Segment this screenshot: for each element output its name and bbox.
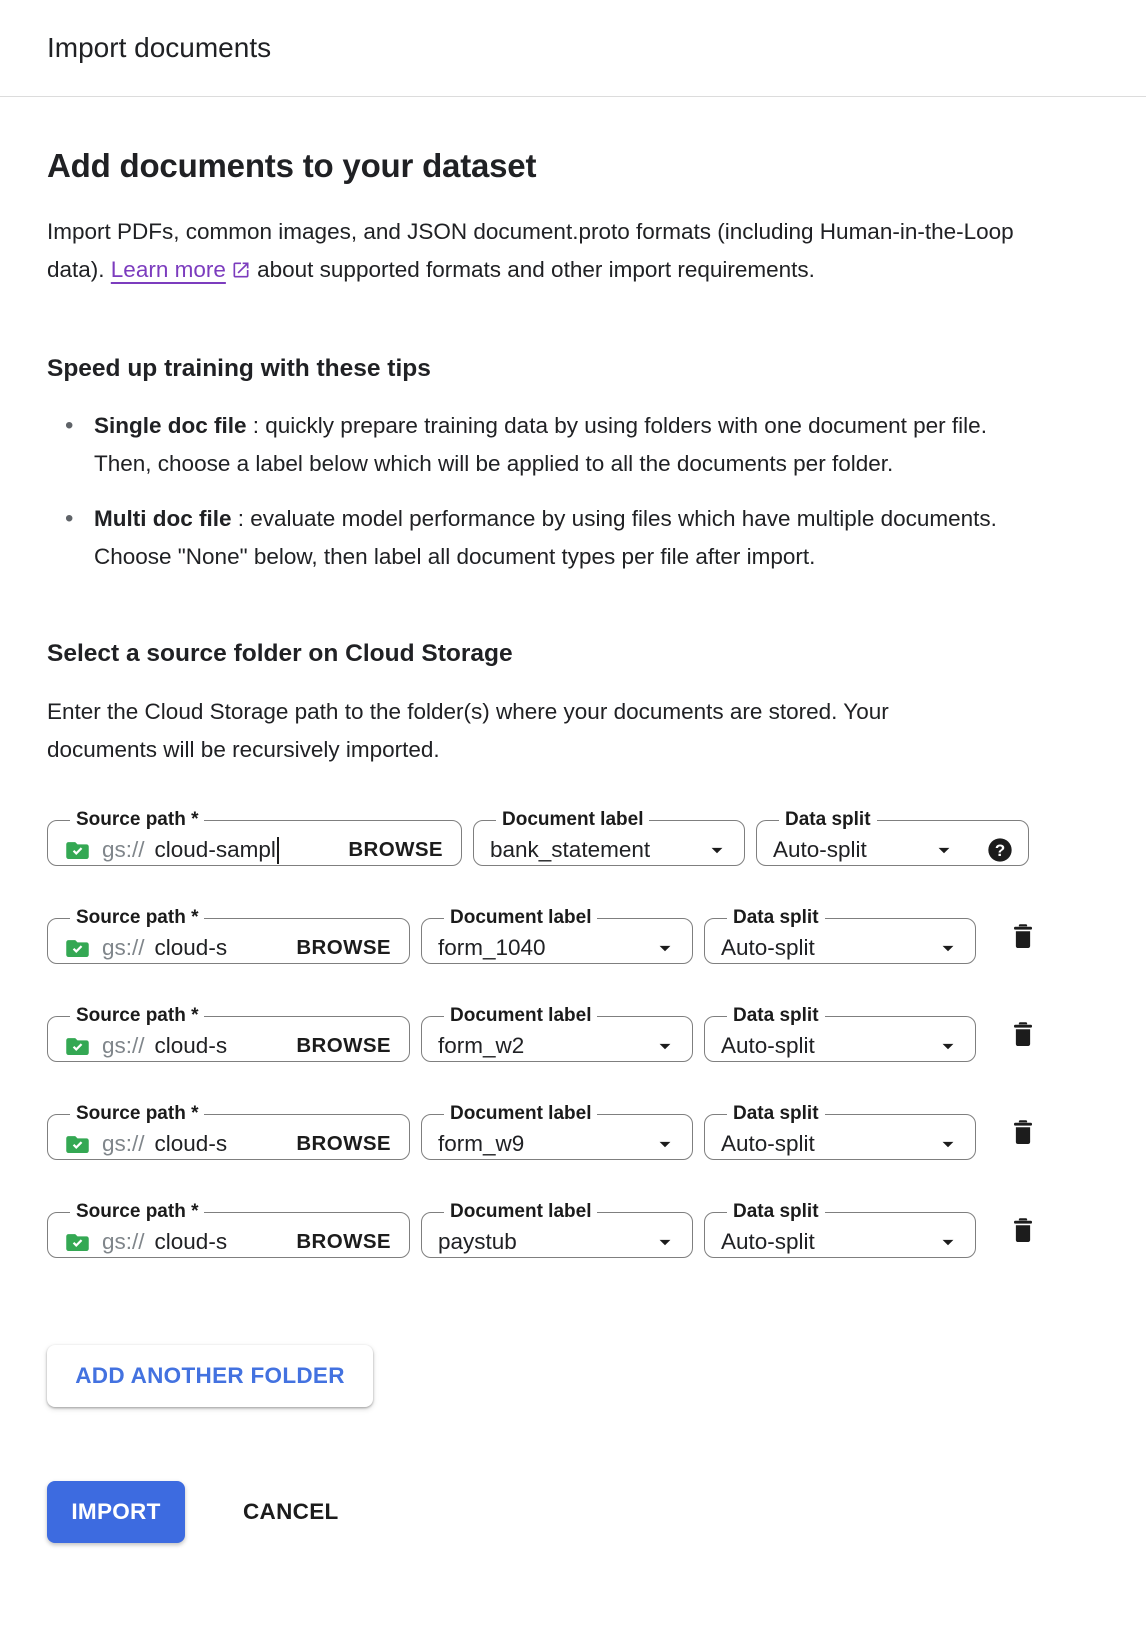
document-label-select[interactable] [421,1201,693,1258]
add-another-folder-button[interactable]: ADD ANOTHER FOLDER [47,1345,373,1407]
dialog-header [0,0,1146,97]
delete-row-button[interactable] [1008,1019,1038,1049]
gs-prefix: gs:// [102,935,145,960]
source-path-label: Source path * [76,1103,199,1124]
folder-check-icon [64,1229,91,1256]
data-split-label: Data split [733,1005,819,1026]
data-split-label: Data split [733,1103,819,1124]
source-path-field[interactable] [47,1201,410,1258]
document-label-value[interactable]: form_w9 [438,1131,525,1156]
dropdown-arrow-icon[interactable] [935,935,961,961]
document-label-select[interactable] [473,809,745,866]
intro-after-link: about supported formats and other import requirements. [250,257,815,282]
external-link-icon[interactable] [226,257,251,282]
source-path-field[interactable] [47,907,410,964]
source-path-value[interactable]: cloud-s [154,1033,228,1058]
data-split-value[interactable]: Auto-split [773,837,867,862]
source-path-value[interactable]: cloud-s [154,1229,228,1254]
document-label-select[interactable] [421,907,693,964]
source-path-field[interactable] [47,809,462,866]
dropdown-arrow-icon[interactable] [935,1229,961,1255]
dialog-actions [47,1481,1099,1543]
source-rows [47,809,1099,1258]
source-path-label: Source path * [76,1005,199,1026]
source-path-value[interactable]: cloud-sampl [154,837,276,862]
document-label-label: Document label [502,809,644,830]
source-section-heading: Select a source folder on Cloud Storage [47,640,513,667]
folder-check-icon [64,935,91,962]
browse-button[interactable]: BROWSE [292,1034,395,1058]
browse-button[interactable]: BROWSE [292,936,395,960]
page-title: Add documents to your dataset [47,147,537,184]
delete-row-button[interactable] [1008,1117,1038,1147]
source-folder-row [47,1005,1099,1062]
gs-prefix: gs:// [102,837,145,862]
tip-single-doc-file [65,407,1050,483]
data-split-value[interactable]: Auto-split [721,1033,815,1058]
document-label-label: Document label [450,907,592,928]
cancel-button[interactable]: CANCEL [237,1498,345,1526]
data-split-label: Data split [733,1201,819,1222]
source-path-label: Source path * [76,1201,199,1222]
dropdown-arrow-icon[interactable] [652,935,678,961]
intro-text [47,213,1035,289]
dropdown-arrow-icon[interactable] [704,837,730,863]
browse-button[interactable]: BROWSE [292,1132,395,1156]
text-cursor [277,837,279,864]
source-path-value[interactable]: cloud-s [154,935,228,960]
source-path-field[interactable] [47,1005,410,1062]
source-section-description: Enter the Cloud Storage path to the folder(s) where your documents are stored. Your documents will be recursively imported. [47,699,889,762]
dropdown-arrow-icon[interactable] [652,1033,678,1059]
source-path-label: Source path * [76,907,199,928]
svg-text:?: ? [994,840,1006,860]
browse-button[interactable]: BROWSE [344,838,447,862]
tips-heading: Speed up training with these tips [47,355,431,382]
dialog-title: Import documents [47,32,272,63]
tip-text: : evaluate model performance by using files which have multiple documents. Choose "None" below, then label all document types per file after import. [94,506,997,569]
document-label-label: Document label [450,1005,592,1026]
tip-multi-doc-file [65,500,1050,576]
import-button[interactable]: IMPORT [47,1481,185,1543]
document-label-value[interactable]: form_w2 [438,1033,525,1058]
import-documents-panel [0,147,1146,1583]
document-label-label: Document label [450,1201,592,1222]
data-split-value[interactable]: Auto-split [721,1131,815,1156]
folder-check-icon [64,1131,91,1158]
document-label-value[interactable]: form_1040 [438,935,546,960]
source-folder-row [47,907,1099,964]
tip-term: Single doc file [94,413,247,438]
dropdown-arrow-icon[interactable] [652,1229,678,1255]
data-split-select[interactable] [704,907,976,964]
document-label-value[interactable]: paystub [438,1229,517,1254]
data-split-value[interactable]: Auto-split [721,935,815,960]
data-split-select[interactable] [704,1103,976,1160]
document-label-label: Document label [450,1103,592,1124]
document-label-select[interactable] [421,1103,693,1160]
document-label-value[interactable]: bank_statement [490,837,651,862]
folder-check-icon [64,837,91,864]
folder-check-icon [64,1033,91,1060]
help-icon[interactable] [986,836,1014,864]
tip-term: Multi doc file [94,506,232,531]
tips-list [47,407,1099,576]
dropdown-arrow-icon[interactable] [935,1131,961,1157]
source-folder-row [47,1103,1099,1160]
source-path-value[interactable]: cloud-s [154,1131,228,1156]
data-split-select[interactable] [756,809,1029,866]
source-path-label: Source path * [76,809,199,830]
dropdown-arrow-icon[interactable] [931,837,957,863]
data-split-select[interactable] [704,1005,976,1062]
data-split-select[interactable] [704,1201,976,1258]
data-split-label: Data split [785,809,871,830]
source-path-field[interactable] [47,1103,410,1160]
dropdown-arrow-icon[interactable] [935,1033,961,1059]
gs-prefix: gs:// [102,1033,145,1058]
gs-prefix: gs:// [102,1131,145,1156]
document-label-select[interactable] [421,1005,693,1062]
learn-more-link[interactable]: Learn more [110,257,226,282]
source-folder-row [47,1201,1099,1258]
source-folder-row [47,809,1099,866]
gs-prefix: gs:// [102,1229,145,1254]
data-split-value[interactable]: Auto-split [721,1229,815,1254]
browse-button[interactable]: BROWSE [292,1230,395,1254]
delete-row-button[interactable] [1008,921,1038,951]
delete-row-button[interactable] [1008,1215,1038,1245]
intro-before-link: Import PDFs, common images, and JSON document.proto formats (including Human-in-the-Loop data). [47,219,1014,282]
tip-text: : quickly prepare training data by using folders with one document per file. Then, choose a label below which will be applied to all the documents per folder. [94,413,987,476]
dropdown-arrow-icon[interactable] [652,1131,678,1157]
data-split-label: Data split [733,907,819,928]
